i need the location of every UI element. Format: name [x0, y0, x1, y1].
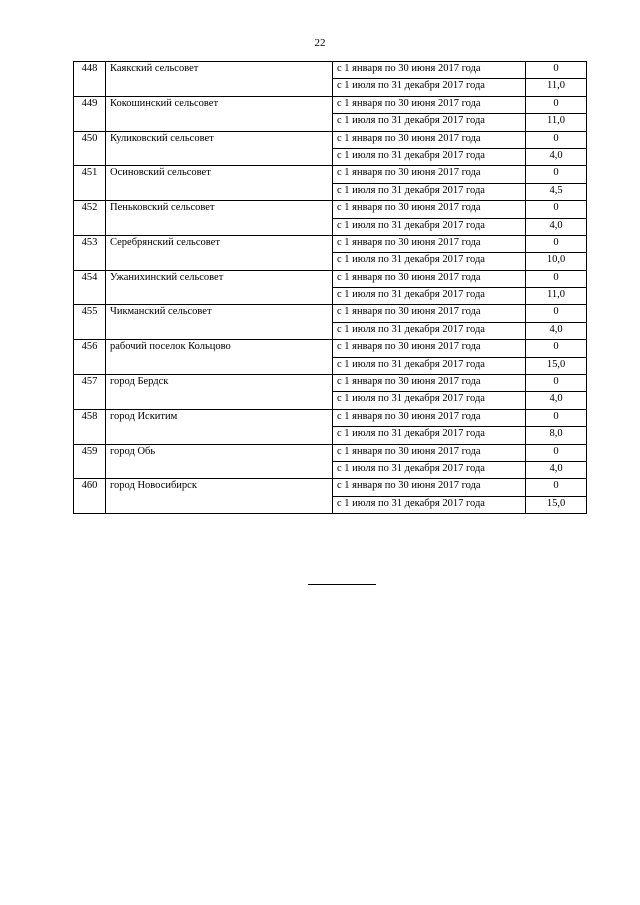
period-first-half: с 1 января по 30 июня 2017 года	[333, 375, 526, 392]
tariff-table	[73, 61, 587, 514]
period-first-half: с 1 января по 30 июня 2017 года	[333, 131, 526, 148]
period-second-half: с 1 июля по 31 декабря 2017 года	[333, 392, 526, 409]
row-number: 459	[74, 444, 106, 479]
value-first-half: 0	[526, 96, 587, 113]
table-row	[74, 166, 587, 183]
table-row	[74, 131, 587, 148]
period-second-half: с 1 июля по 31 декабря 2017 года	[333, 357, 526, 374]
table-row	[74, 409, 587, 426]
period-second-half: с 1 июля по 31 декабря 2017 года	[333, 114, 526, 131]
row-number: 460	[74, 479, 106, 514]
period-first-half: с 1 января по 30 июня 2017 года	[333, 96, 526, 113]
value-first-half: 0	[526, 479, 587, 496]
period-second-half: с 1 июля по 31 декабря 2017 года	[333, 322, 526, 339]
period-second-half: с 1 июля по 31 декабря 2017 года	[333, 461, 526, 478]
period-first-half: с 1 января по 30 июня 2017 года	[333, 62, 526, 79]
municipality-name: город Бердск	[106, 375, 333, 410]
value-first-half: 0	[526, 235, 587, 252]
municipality-name: город Обь	[106, 444, 333, 479]
value-first-half: 0	[526, 270, 587, 287]
municipality-name: Серебрянский сельсовет	[106, 235, 333, 270]
row-number: 454	[74, 270, 106, 305]
value-second-half: 4,0	[526, 392, 587, 409]
value-second-half: 10,0	[526, 253, 587, 270]
value-second-half: 8,0	[526, 427, 587, 444]
value-first-half: 0	[526, 340, 587, 357]
value-second-half: 4,0	[526, 461, 587, 478]
table-row	[74, 62, 587, 79]
value-second-half: 4,0	[526, 148, 587, 165]
period-second-half: с 1 июля по 31 декабря 2017 года	[333, 427, 526, 444]
row-number: 458	[74, 409, 106, 444]
row-number: 452	[74, 201, 106, 236]
value-first-half: 0	[526, 375, 587, 392]
row-number: 457	[74, 375, 106, 410]
table-body	[74, 62, 587, 514]
municipality-name: Куликовский сельсовет	[106, 131, 333, 166]
table-row	[74, 235, 587, 252]
period-first-half: с 1 января по 30 июня 2017 года	[333, 235, 526, 252]
period-first-half: с 1 января по 30 июня 2017 года	[333, 201, 526, 218]
table-row	[74, 340, 587, 357]
row-number: 450	[74, 131, 106, 166]
value-second-half: 15,0	[526, 496, 587, 513]
period-first-half: с 1 января по 30 июня 2017 года	[333, 305, 526, 322]
municipality-name: Пеньковский сельсовет	[106, 201, 333, 236]
period-first-half: с 1 января по 30 июня 2017 года	[333, 166, 526, 183]
row-number: 449	[74, 96, 106, 131]
municipality-name: Каякский сельсовет	[106, 62, 333, 97]
row-number: 456	[74, 340, 106, 375]
value-first-half: 0	[526, 166, 587, 183]
period-first-half: с 1 января по 30 июня 2017 года	[333, 270, 526, 287]
table-row	[74, 479, 587, 496]
municipality-name: Чикманский сельсовет	[106, 305, 333, 340]
period-second-half: с 1 июля по 31 декабря 2017 года	[333, 218, 526, 235]
end-separator-line	[308, 584, 376, 585]
row-number: 455	[74, 305, 106, 340]
table-row	[74, 375, 587, 392]
row-number: 451	[74, 166, 106, 201]
table-row	[74, 305, 587, 322]
value-second-half: 11,0	[526, 114, 587, 131]
municipality-name: Ужанихинский сельсовет	[106, 270, 333, 305]
period-first-half: с 1 января по 30 июня 2017 года	[333, 409, 526, 426]
period-second-half: с 1 июля по 31 декабря 2017 года	[333, 288, 526, 305]
period-second-half: с 1 июля по 31 декабря 2017 года	[333, 496, 526, 513]
municipality-name: Кокошинский сельсовет	[106, 96, 333, 131]
table-row	[74, 201, 587, 218]
municipality-name: город Искитим	[106, 409, 333, 444]
value-first-half: 0	[526, 305, 587, 322]
value-second-half: 15,0	[526, 357, 587, 374]
municipality-name: рабочий поселок Кольцово	[106, 340, 333, 375]
table-row	[74, 444, 587, 461]
period-second-half: с 1 июля по 31 декабря 2017 года	[333, 79, 526, 96]
municipality-name: город Новосибирск	[106, 479, 333, 514]
value-second-half: 11,0	[526, 288, 587, 305]
row-number: 448	[74, 62, 106, 97]
value-second-half: 11,0	[526, 79, 587, 96]
value-second-half: 4,0	[526, 218, 587, 235]
period-first-half: с 1 января по 30 июня 2017 года	[333, 479, 526, 496]
value-first-half: 0	[526, 62, 587, 79]
period-second-half: с 1 июля по 31 декабря 2017 года	[333, 148, 526, 165]
value-first-half: 0	[526, 131, 587, 148]
value-first-half: 0	[526, 409, 587, 426]
row-number: 453	[74, 235, 106, 270]
value-second-half: 4,0	[526, 322, 587, 339]
period-second-half: с 1 июля по 31 декабря 2017 года	[333, 183, 526, 200]
table-row	[74, 270, 587, 287]
value-second-half: 4,5	[526, 183, 587, 200]
period-second-half: с 1 июля по 31 декабря 2017 года	[333, 253, 526, 270]
value-first-half: 0	[526, 444, 587, 461]
value-first-half: 0	[526, 201, 587, 218]
period-first-half: с 1 января по 30 июня 2017 года	[333, 340, 526, 357]
table-row	[74, 96, 587, 113]
period-first-half: с 1 января по 30 июня 2017 года	[333, 444, 526, 461]
page-number: 22	[314, 37, 326, 49]
municipality-name: Осиновский сельсовет	[106, 166, 333, 201]
